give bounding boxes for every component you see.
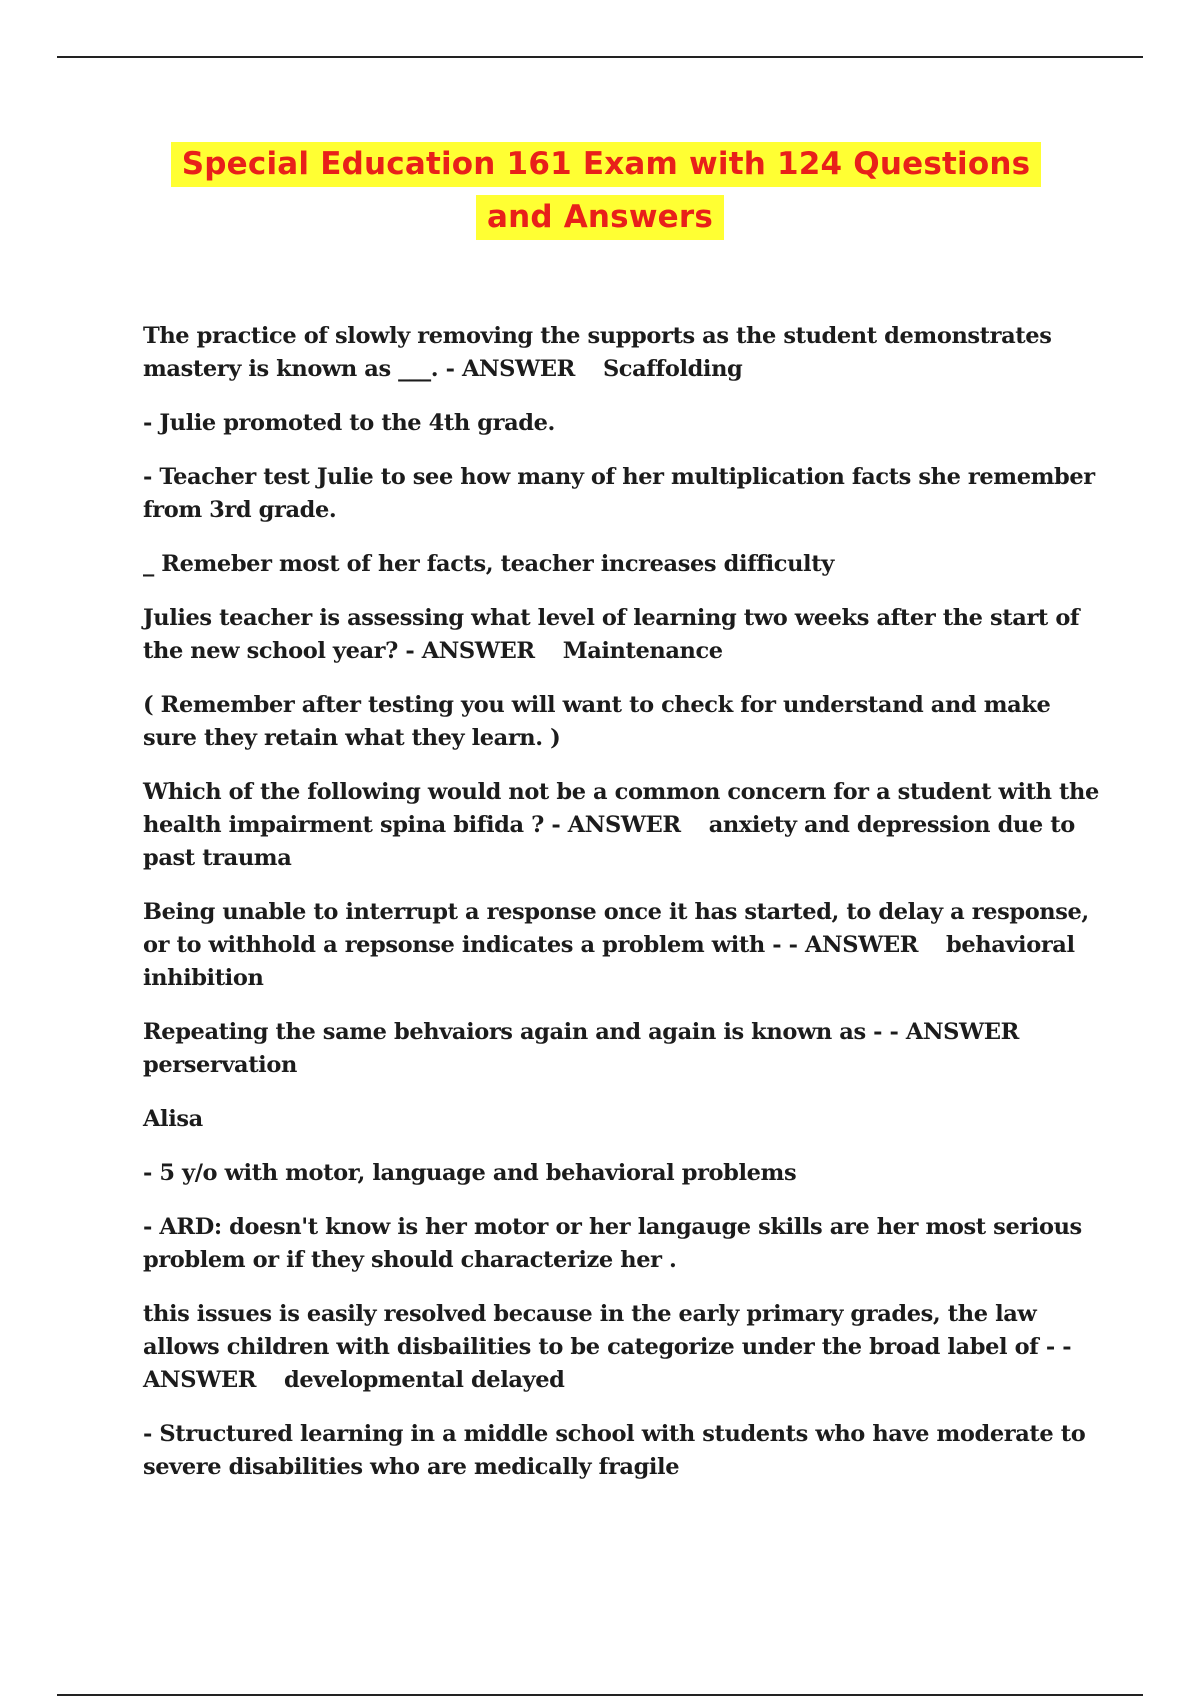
note-line (143, 1157, 1103, 1190)
note-text: - Structured learning in a middle school with students who have moderate to severe disabilities who are medically fragile (143, 1421, 1086, 1480)
question-text: this issues is easily resolved because in the early primary grades, the law allows children with disbailities to be categorize under the broad label of - - ANSWER (143, 1301, 1072, 1393)
question-text: Which of the following would not be a common concern for a student with the health impairment spina bifida ? - ANSWER (143, 779, 1099, 838)
qa-content (143, 320, 1103, 1505)
question-text: Repeating the same behvaiors again and again is known as - - ANSWER (143, 1019, 1019, 1045)
answer-text: Maintenance (562, 638, 723, 664)
qa-item (143, 896, 1103, 995)
answer-text: perservation (143, 1052, 297, 1078)
answer-text: developmental delayed (284, 1367, 565, 1393)
note-line (143, 548, 1103, 581)
note-text: - 5 y/o with motor, language and behavioral problems (143, 1160, 797, 1186)
title-line-1: Special Education 161 Exam with 124 Questions (171, 142, 1042, 187)
question-text: The practice of slowly removing the supports as the student demonstrates mastery is known as ___. - ANSWER (143, 323, 1052, 382)
note-text: - Teacher test Julie to see how many of her multiplication facts she remember from 3rd grade. (143, 464, 1095, 523)
answer-text: Scaffolding (602, 356, 743, 382)
answer-text: anxiety and depression due to past trauma (143, 812, 1075, 871)
bottom-rule (57, 1694, 1143, 1696)
question-text: Being unable to interrupt a response once it has started, to delay a response, or to withhold a repsonse indicates a problem with - - ANSWER (143, 899, 1089, 958)
title-line-2: and Answers (476, 195, 724, 240)
qa-item (143, 776, 1103, 875)
note-line (143, 1211, 1103, 1277)
qa-item (143, 1016, 1103, 1082)
note-text: _ Remeber most of her facts, teacher increases difficulty (143, 551, 834, 577)
note-line (143, 689, 1103, 755)
note-text: - ARD: doesn't know is her motor or her langauge skills are her most serious problem or if they should characterize her . (143, 1214, 1082, 1273)
question-text: Julies teacher is assessing what level of learning two weeks after the start of the new school year? - ANSWER (143, 605, 1080, 664)
note-line (143, 1103, 1103, 1136)
note-text: - Julie promoted to the 4th grade. (143, 410, 555, 436)
note-line (143, 407, 1103, 440)
qa-item (143, 320, 1103, 386)
note-text: Alisa (143, 1106, 203, 1132)
note-text: ( Remember after testing you will want to check for understand and make sure they retain what they learn. ) (143, 692, 1051, 751)
note-line (143, 461, 1103, 527)
answer-text: behavioral inhibition (143, 932, 1075, 991)
qa-item (143, 602, 1103, 668)
top-rule (57, 56, 1143, 58)
note-line (143, 1418, 1103, 1484)
qa-item (143, 1298, 1103, 1397)
document-title (0, 142, 1200, 240)
